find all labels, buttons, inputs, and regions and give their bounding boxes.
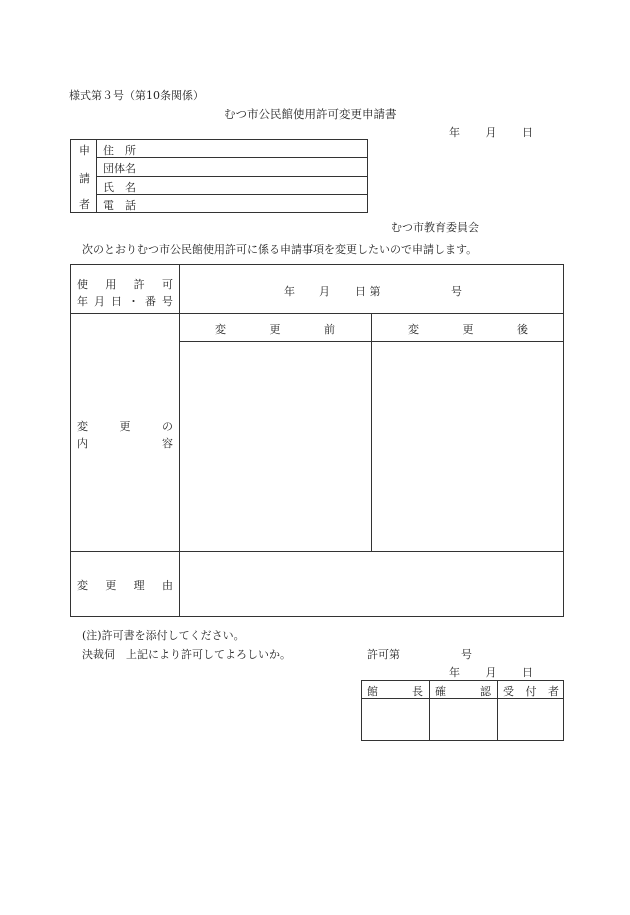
permit-no-suffix: 号 — [461, 648, 472, 661]
date-month: 月 — [485, 126, 497, 139]
after-header: 変 更 後 — [408, 323, 528, 336]
permit-label-row2: 年 月 日 ・ 番 号 — [77, 295, 173, 308]
date-year: 年 — [449, 126, 460, 139]
chief-label: 館 長 — [367, 685, 423, 698]
date-day: 日 — [522, 126, 533, 139]
permit-number-suffix: 号 — [451, 285, 462, 298]
permit-month: 月 — [319, 285, 330, 298]
permit-label-row1: 使 用 許 可 — [77, 278, 173, 291]
approval-text: 決裁伺 上記により許可してよろしいか。 — [82, 648, 291, 661]
reason-label: 変 更 理 由 — [77, 579, 173, 592]
note-text: (注)許可書を添付してください。 — [82, 629, 245, 642]
date-line — [449, 124, 533, 140]
address-label: 住 所 — [103, 144, 136, 157]
content-label-row1: 変 更 の — [77, 420, 173, 433]
applicant-label-1: 申 — [79, 144, 90, 157]
group-label: 団体名 — [103, 162, 136, 175]
name-label: 氏 名 — [103, 181, 136, 194]
document-title: むつ市公民館使用許可変更申請書 — [224, 107, 397, 121]
form-number: 様式第３号（第10条関係） — [69, 89, 204, 102]
intro-text: 次のとおりむつ市公民館使用許可に係る申請事項を変更したいので申請します。 — [82, 243, 478, 256]
applicant-label-2: 請 — [79, 172, 90, 185]
approval-date: 年 月 日 — [449, 666, 533, 679]
permit-no-label: 許可第 — [367, 648, 400, 661]
content-label-row2: 内 容 — [77, 437, 173, 450]
applicant-label-3: 者 — [79, 198, 90, 211]
phone-label: 電 話 — [103, 199, 136, 212]
confirm-label: 確 認 — [435, 685, 491, 698]
permit-day-no: 日 第 — [355, 285, 381, 298]
addressee: むつ市教育委員会 — [391, 221, 479, 234]
before-header: 変 更 前 — [215, 323, 335, 336]
receiver-label: 受 付 者 — [503, 685, 559, 698]
permit-year: 年 — [284, 285, 295, 298]
